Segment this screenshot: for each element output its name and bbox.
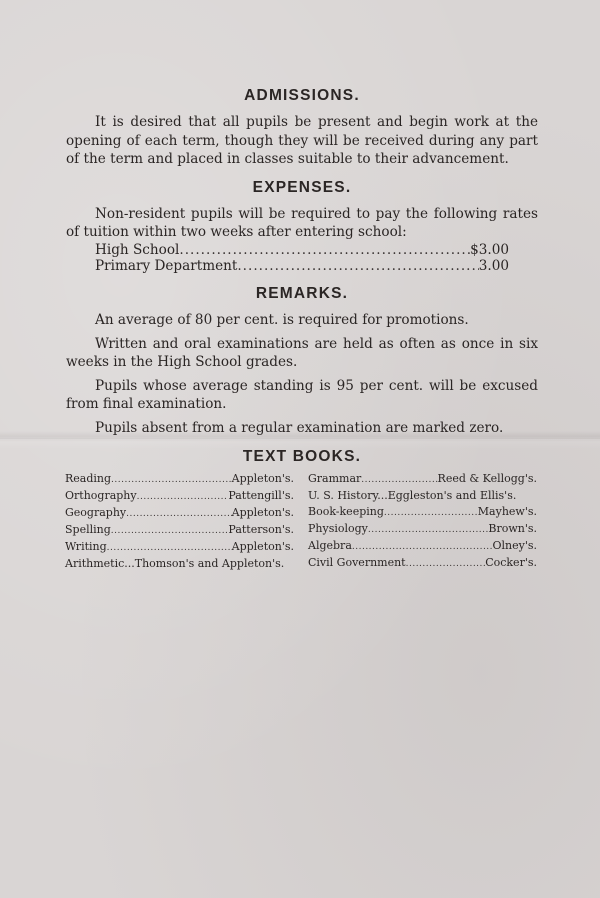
dot-leader [361, 472, 437, 488]
list-item: Algebra ..... Olney's. [308, 538, 537, 555]
dot-leader [179, 242, 470, 259]
rate-label: Primary Department [95, 258, 238, 275]
list-item: Book-keeping ..... Mayhew's. [308, 504, 537, 521]
list-item: Spelling ..... Patterson's. [65, 522, 294, 539]
dot-leader [237, 258, 478, 275]
list-item: Orthography ..... Pattengill's. [65, 488, 294, 505]
list-item: Reading ..... Appleton's. [65, 471, 294, 488]
dot-leader [137, 489, 229, 505]
page-content [66, 86, 538, 572]
list-item: Civil Government ..... Cocker's. [308, 555, 537, 572]
list-item: U. S. History...Eggleston's and Ellis's. [308, 488, 517, 502]
remark-item: Pupils whose average standing is 95 per cent. will be excused from final examination. [66, 377, 538, 413]
rate-row-primary [95, 258, 509, 275]
tuition-rates [95, 242, 509, 275]
expenses-text: Non-resident pupils will be required to pay the following rates of tuition within two weeks after entering school: [66, 205, 538, 241]
list-item: Grammar ..... Reed & Kellogg's. [308, 471, 537, 488]
remark-item: Written and oral examinations are held as often as once in six weeks in the High School grades. [66, 335, 538, 371]
list-item: Physiology ..... Brown's. [308, 521, 537, 538]
rate-value: 3.00 [478, 258, 509, 275]
text-books-heading: TEXT BOOKS. [242, 447, 362, 465]
list-item: Arithmetic...Thomson's and Appleton's. [65, 556, 285, 570]
text-books-list [65, 471, 537, 572]
list-item: Writing ..... Appleton's. [65, 539, 294, 556]
list-item: Geography ..... Appleton's. [65, 505, 294, 522]
rate-label: High School [95, 241, 180, 258]
dot-leader [352, 539, 493, 555]
rate-value: $3.00 [470, 241, 509, 258]
text-books-right-column [308, 471, 537, 572]
dot-leader [111, 472, 232, 488]
remarks-heading: REMARKS. [255, 284, 349, 302]
remark-item: Pupils absent from a regular examination are marked zero. [95, 419, 504, 436]
text-books-left-column [65, 471, 294, 572]
dot-leader [406, 556, 486, 572]
dot-leader [107, 540, 232, 556]
expenses-heading: EXPENSES. [252, 178, 352, 196]
admissions-text: It is desired that all pupils be present and begin work at the opening of each term, though they will be received during any part of the term and placed in classes suitable to their advancement. [66, 114, 538, 168]
rate-row-high-school [95, 242, 509, 259]
dot-leader [111, 523, 229, 539]
dot-leader [384, 505, 478, 521]
admissions-heading: ADMISSIONS. [244, 87, 360, 104]
dot-leader [368, 522, 488, 538]
dot-leader [126, 506, 232, 522]
remark-item: An average of 80 per cent. is required for promotions. [95, 311, 469, 328]
